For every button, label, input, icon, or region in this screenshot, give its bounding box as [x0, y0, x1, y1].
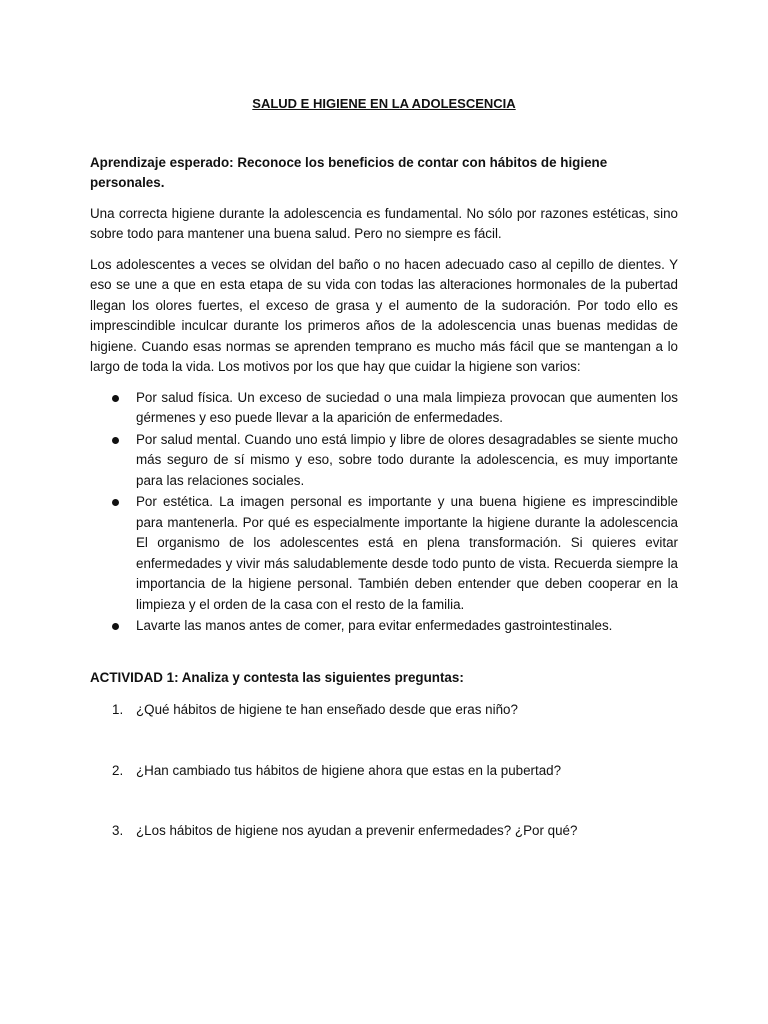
- list-item: [90, 430, 678, 492]
- document-title: SALUD E HIGIENE EN LA ADOLESCENCIA: [252, 96, 516, 111]
- question-item: [90, 821, 678, 842]
- question-item: [90, 700, 678, 721]
- list-item-text: Por estética. La imagen personal es importante y una buena higiene es imprescindible para mantenerla. Por qué es especialmente importante la higiene durante la adolescencia El organismo de los adolescentes está en plena transformación. Si quieres evitar enfermedades y vivir más saludablemente desde todo punto de vista. Recuerda siempre la importancia de la higiene personal. También deben entender que deben cooperar en la limpieza y el orden de la casa con el resto de la familia.: [136, 494, 678, 612]
- bullet-icon: [112, 623, 119, 630]
- questions-list: [90, 700, 678, 842]
- intro-paragraph: Una correcta higiene durante la adolescencia es fundamental. No sólo por razones estéticas, sino sobre todo para mantener una buena salud. Pero no siempre es fácil.: [90, 205, 678, 241]
- list-item-text: Lavarte las manos antes de comer, para evitar enfermedades gastrointestinales.: [136, 618, 613, 633]
- question-text: ¿Los hábitos de higiene nos ayudan a prevenir enfermedades? ¿Por qué?: [136, 823, 578, 838]
- question-text: ¿Qué hábitos de higiene te han enseñado desde que eras niño?: [136, 702, 518, 717]
- list-item-text: Por salud física. Un exceso de suciedad o una mala limpieza provocan que aumenten los gérmenes y eso puede llevar a la aparición de enfermedades.: [136, 389, 678, 425]
- context-paragraph: Los adolescentes a veces se olvidan del baño o no hacen adecuado caso al cepillo de dientes. Y eso se une a que en esta etapa de su vida con todas las alteraciones hormonales de la pubertad llegan los olores fuertes, el exceso de grasa y el aumento de la sudoración. Por todo ello es imprescindible inculcar durante los primeros años de la adolescencia unas buenas medidas de higiene. Cuando esas normas se aprenden temprano es mucho más fácil que se mantengan a lo largo de toda la vida. Los motivos por los que hay que cuidar la higiene son varios:: [90, 256, 678, 374]
- bullet-icon: [112, 395, 119, 402]
- list-item: [90, 492, 678, 615]
- bullet-icon: [112, 437, 119, 444]
- learning-objective: Aprendizaje esperado: Reconoce los beneficios de contar con hábitos de higiene personales.: [90, 154, 608, 190]
- bullet-icon: [112, 499, 119, 506]
- list-item: [90, 388, 678, 429]
- question-text: ¿Han cambiado tus hábitos de higiene ahora que estas en la pubertad?: [136, 762, 562, 778]
- activity-heading: ACTIVIDAD 1: Analiza y contesta las siguientes preguntas:: [90, 669, 464, 685]
- document-page: [90, 94, 678, 882]
- question-number: 3.: [112, 823, 124, 838]
- list-item-text: Por salud mental. Cuando uno está limpio y libre de olores desagradables se siente mucho más seguro de sí mismo y eso, sobre todo durante la adolescencia, es muy importante para las relaciones sociales.: [136, 431, 678, 488]
- question-number: 1.: [112, 702, 124, 717]
- question-item: [90, 761, 678, 782]
- reasons-list: [90, 388, 678, 637]
- question-number: 2.: [112, 762, 124, 778]
- list-item: [90, 616, 678, 637]
